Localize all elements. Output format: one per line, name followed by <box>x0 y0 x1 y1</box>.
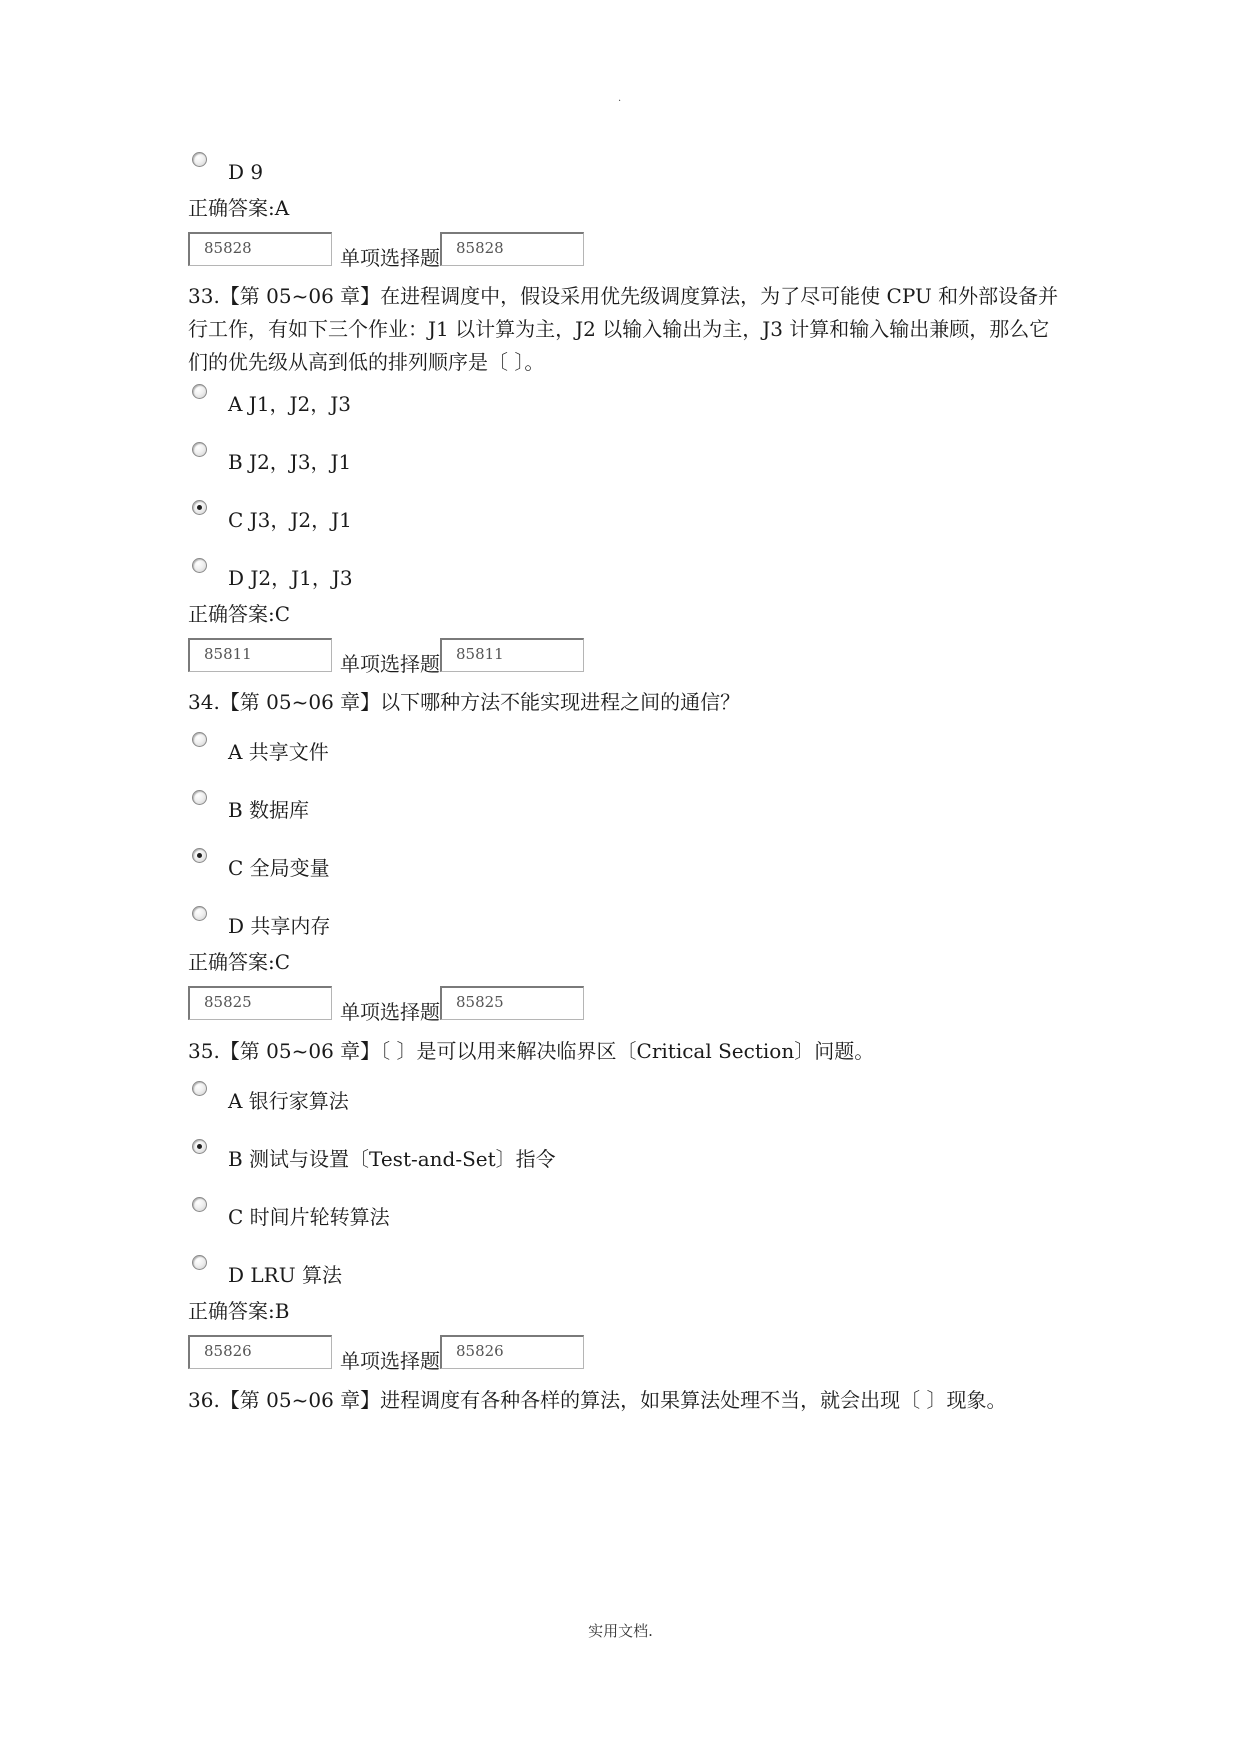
radio-button[interactable] <box>192 732 207 747</box>
option-label: A 银行家算法 <box>228 1089 349 1113</box>
question-id-field-secondary[interactable]: 85828 <box>440 232 584 266</box>
radio-button[interactable] <box>192 1197 207 1212</box>
option-label: A 共享文件 <box>228 740 329 764</box>
radio-button[interactable] <box>192 384 207 399</box>
question-34-text: 34.【第 05~06 章】以下哪种方法不能实现进程之间的通信？ <box>188 690 741 714</box>
question-id-field[interactable]: 85825 <box>188 986 332 1020</box>
radio-button[interactable] <box>192 906 207 921</box>
radio-button-selected[interactable] <box>192 848 207 863</box>
option-label: D 9 <box>228 160 264 184</box>
id-row <box>188 986 608 1022</box>
option-label: C 全局变量 <box>228 856 330 880</box>
radio-button[interactable] <box>192 442 207 457</box>
question-id-field[interactable]: 85828 <box>188 232 332 266</box>
radio-button[interactable] <box>192 152 207 167</box>
option-label: B 数据库 <box>228 798 310 822</box>
radio-button-selected[interactable] <box>192 500 207 515</box>
page-footer: 实用文档. <box>588 1622 653 1640</box>
question-36-text: 36.【第 05~06 章】进程调度有各种各样的算法，如果算法处理不当，就会出现〔 〕现象。 <box>188 1388 1007 1412</box>
radio-button[interactable] <box>192 1255 207 1270</box>
option-label: D J2，J1，J3 <box>228 566 353 590</box>
radio-button[interactable] <box>192 558 207 573</box>
question-35-text: 35.【第 05~06 章】〔 〕是可以用来解决临界区〔Critical Section〕问题。 <box>188 1039 875 1063</box>
correct-answer: 正确答案:B <box>188 1299 290 1323</box>
question-id-field-secondary[interactable]: 85811 <box>440 638 584 672</box>
radio-button-selected[interactable] <box>192 1139 207 1154</box>
id-row <box>188 232 608 268</box>
question-id-field-secondary[interactable]: 85826 <box>440 1335 584 1369</box>
question-type-label: 单项选择题 <box>340 246 440 270</box>
radio-button[interactable] <box>192 1081 207 1096</box>
correct-answer: 正确答案:C <box>188 602 291 626</box>
id-row <box>188 638 608 674</box>
radio-button[interactable] <box>192 790 207 805</box>
option-label: D LRU 算法 <box>228 1263 342 1287</box>
header-mark: · <box>618 96 622 107</box>
question-id-field-secondary[interactable]: 85825 <box>440 986 584 1020</box>
question-33-text: 33.【第 05~06 章】在进程调度中，假设采用优先级调度算法，为了尽可能使 CPU 和外部设备并行工作，有如下三个作业：J1 以计算为主，J2 以输入输出为主，J3 计算和输入输出兼顾，那么它们的优先级从高到低的排列顺序是〔 〕。 <box>188 284 1059 374</box>
option-label: A J1，J2，J3 <box>228 392 352 416</box>
correct-answer: 正确答案:C <box>188 950 291 974</box>
option-label: D 共享内存 <box>228 914 331 938</box>
question-type-label: 单项选择题 <box>340 1349 440 1373</box>
id-row <box>188 1335 608 1371</box>
option-label: C J3，J2，J1 <box>228 508 352 532</box>
correct-answer: 正确答案:A <box>188 196 290 220</box>
question-id-field[interactable]: 85811 <box>188 638 332 672</box>
question-id-field[interactable]: 85826 <box>188 1335 332 1369</box>
option-label: C 时间片轮转算法 <box>228 1205 390 1229</box>
question-type-label: 单项选择题 <box>340 652 440 676</box>
question-type-label: 单项选择题 <box>340 1000 440 1024</box>
option-label: B 测试与设置〔Test-and-Set〕指令 <box>228 1147 556 1171</box>
option-label: B J2，J3，J1 <box>228 450 352 474</box>
